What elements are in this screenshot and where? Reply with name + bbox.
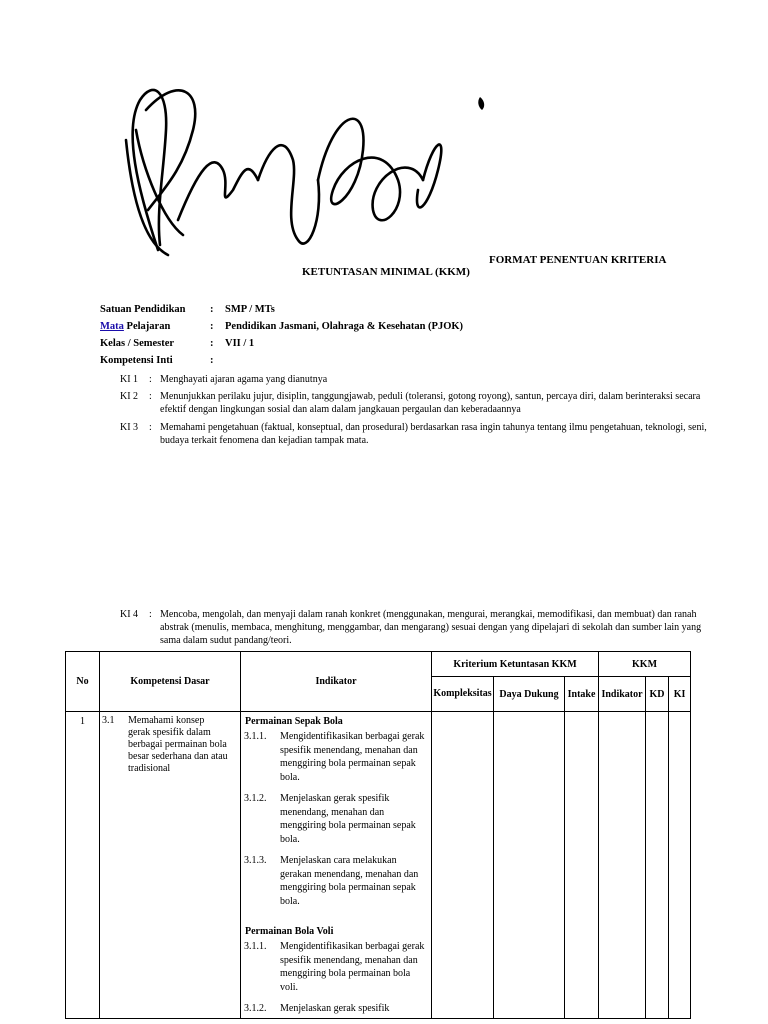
kd-text: Memahami konsep gerak spesifik dalam berbagai permainan bola besar sederhana dan atau tradisional <box>128 715 228 774</box>
meta-label-wrap <box>100 321 170 332</box>
cell-kkm-indikator <box>599 712 646 1019</box>
cell-daya-dukung <box>494 712 565 1019</box>
ki-colon: : <box>149 391 152 402</box>
signature-image <box>118 70 498 260</box>
section-title: Permainan Sepak Bola <box>245 716 343 727</box>
ki-text: Menghayati ajaran agama yang dianutnya <box>160 374 328 385</box>
row-no: 1 <box>66 712 100 1019</box>
meta-colon: : <box>210 304 214 315</box>
indicator-item <box>243 854 429 908</box>
meta-label: Pelajaran <box>123 321 171 332</box>
mata-link[interactable]: Mata <box>100 321 124 332</box>
ki-id: KI 3 <box>120 422 139 433</box>
indicator-item <box>243 940 429 994</box>
indicator-item <box>243 730 429 784</box>
header-kriterium: Kriterium Ketuntasan KKM <box>432 652 599 677</box>
row-kd <box>100 712 241 1019</box>
indicator-number: 3.1.2. <box>244 1003 267 1014</box>
indicator-text: Menjelaskan gerak spesifik <box>280 1003 390 1014</box>
indicator-number: 3.1.2. <box>244 793 267 804</box>
cell-kkm-kd <box>646 712 669 1019</box>
meta-value: Pendidikan Jasmani, Olahraga & Kesehatan (PJOK) <box>225 321 464 332</box>
ki-item <box>120 608 710 647</box>
kkm-table <box>65 651 691 1019</box>
meta-value: VII / 1 <box>225 338 255 349</box>
row-indikator <box>241 712 432 1019</box>
indicator-text: Menjelaskan gerak spesifik menendang, menahan dan menggiring bola permainan sepak bola. <box>280 793 416 845</box>
meta-label: Kelas / Semester <box>100 338 175 349</box>
ki-item <box>120 421 710 447</box>
indicator-number: 3.1.1. <box>244 731 267 742</box>
meta-value: SMP / MTs <box>225 304 275 315</box>
ki-id: KI 4 <box>120 609 139 620</box>
ki-text: Mencoba, mengolah, dan menyaji dalam ranah konkret (menggunakan, mengurai, merangkai, memodifikasi, dan membuat) dan ranah abstrak (menulis, membaca, menghitung, menggambar, dan mengarang) sesuai dengan yang dipelajari di sekolah dan sumber lain yang sama dalam sudut pandang/teori. <box>160 609 702 646</box>
header-intake: Intake <box>565 677 599 712</box>
indicator-number: 3.1.1. <box>244 941 267 952</box>
meta-colon: : <box>210 321 214 332</box>
header-kompleksitas: Kompleksitas <box>432 677 494 712</box>
header-kkm: KKM <box>599 652 691 677</box>
section-title: Permainan Bola Voli <box>245 926 334 937</box>
indicator-item <box>243 1002 429 1016</box>
header-kompetensi-dasar: Kompetensi Dasar <box>100 652 241 712</box>
document-title-line2: KETUNTASAN MINIMAL (KKM) <box>302 266 470 278</box>
ki-id: KI 2 <box>120 391 139 402</box>
cell-kkm-ki <box>669 712 691 1019</box>
kd-number: 3.1 <box>102 715 115 726</box>
indicator-number: 3.1.3. <box>244 855 267 866</box>
indicator-text: Mengidentifikasikan berbagai gerak spesifik menendang, menahan dan menggiring bola permainan sepak bola. <box>280 731 425 783</box>
indicator-text: Mengidentifikasikan berbagai gerak spesifik menendang, menahan dan menggiring bola permainan bola voli. <box>280 941 425 993</box>
indicator-item <box>243 792 429 846</box>
ki-text: Memahami pengetahuan (faktual, konseptual, dan prosedural) berdasarkan rasa ingin tahunya tentang ilmu pengetahuan, teknologi, seni, budaya terkait fenomena dan kejadian tampak mata. <box>160 422 707 446</box>
header-kkm-indikator: Indikator <box>599 677 646 712</box>
header-no: No <box>66 652 100 712</box>
cell-kompleksitas <box>432 712 494 1019</box>
ki-colon: : <box>149 609 152 620</box>
ki-text: Menunjukkan perilaku jujur, disiplin, tanggungjawab, peduli (toleransi, gotong royong), santun, percaya diri, dalam berinteraksi secara efektif dengan lingkungan sosial dan alam dalam jangkauan pergaulan dan keberadaannya <box>160 391 701 415</box>
document-title-line1: FORMAT PENENTUAN KRITERIA <box>489 254 667 266</box>
header-indikator: Indikator <box>241 652 432 712</box>
meta-colon: : <box>210 355 214 366</box>
header-kkm-ki: KI <box>669 677 691 712</box>
meta-label: Satuan Pendidikan <box>100 304 186 315</box>
indicator-text: Menjelaskan cara melakukan gerakan menendang, menahan dan menggiring bola permainan sepak bola. <box>280 855 419 907</box>
meta-label: Kompetensi Inti <box>100 355 173 366</box>
ki-colon: : <box>149 422 152 433</box>
ki-colon: : <box>149 374 152 385</box>
table-row <box>66 712 691 1019</box>
ki-id: KI 1 <box>120 374 139 385</box>
ki-item <box>120 390 710 416</box>
cell-intake <box>565 712 599 1019</box>
ki-item <box>120 373 710 386</box>
header-kkm-kd: KD <box>646 677 669 712</box>
header-daya-dukung: Daya Dukung <box>494 677 565 712</box>
meta-colon: : <box>210 338 214 349</box>
